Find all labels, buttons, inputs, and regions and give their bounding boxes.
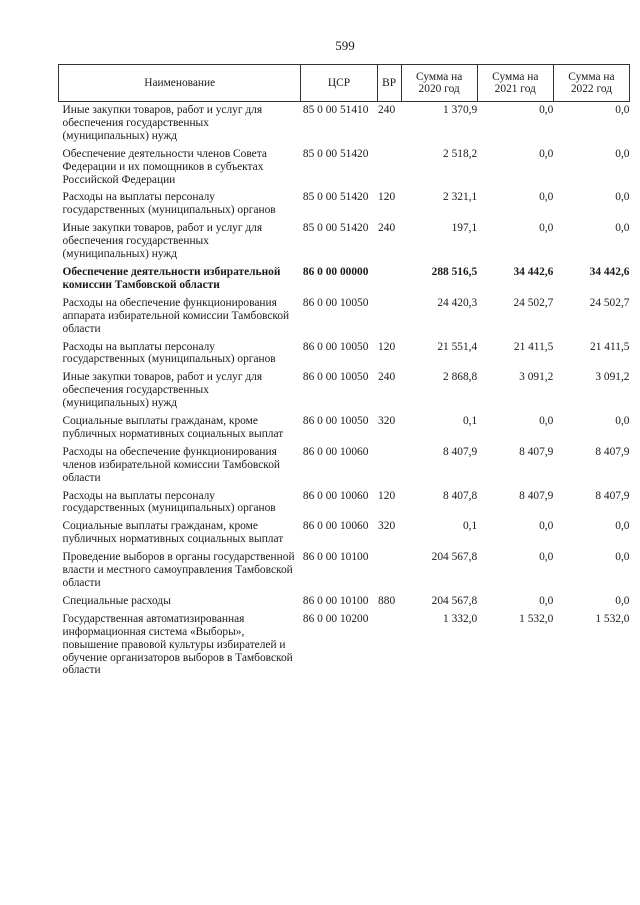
row-sum-2020-cell: 0,1 — [462, 520, 478, 533]
table-row — [59, 102, 630, 146]
row-sum-2021-cell: 0,0 — [539, 594, 554, 607]
table-body — [59, 102, 630, 681]
budget-table — [58, 64, 630, 680]
row-sum-2021-cell: 0,0 — [539, 415, 554, 428]
page-number: 599 — [335, 38, 355, 53]
row-sum-2020-cell: 2 518,2 — [443, 147, 478, 160]
row-sum-2020-cell: 8 407,9 — [443, 445, 478, 458]
table-row — [59, 369, 630, 413]
row-sum-2020-cell: 8 407,8 — [443, 489, 478, 502]
row-sum-2022-cell: 3 091,2 — [595, 371, 630, 384]
table-row — [59, 413, 630, 444]
row-sum-2020-cell: 204 567,8 — [431, 551, 478, 564]
row-sum-2021-cell: 0,0 — [539, 147, 554, 160]
row-sum-2022-cell: 0,0 — [615, 594, 630, 607]
row-sum-2022-cell: 0,0 — [615, 520, 630, 533]
row-sum-2021-cell: 3 091,2 — [519, 371, 554, 384]
row-sum-2022-cell: 0,0 — [615, 415, 630, 428]
row-vr-cell: 320 — [378, 520, 396, 533]
row-sum-2021-cell: 21 411,5 — [513, 340, 554, 353]
header-csr: ЦСР — [301, 65, 377, 102]
row-vr-cell — [377, 264, 401, 295]
row-sum-2020-cell: 24 420,3 — [437, 296, 478, 309]
table-row — [59, 339, 630, 370]
row-name-cell: Иные закупки товаров, работ и услуг для обеспечения государственных (муниципальных) нужд — [62, 371, 263, 410]
row-name-cell: Социальные выплаты гражданам, кроме публичных нормативных социальных выплат — [62, 415, 284, 440]
header-name: Наименование — [59, 65, 301, 102]
table-row — [59, 611, 630, 681]
row-name-cell: Иные закупки товаров, работ и услуг для обеспечения государственных (муниципальных) нужд — [62, 104, 263, 142]
row-sum-2020-cell: 2 868,8 — [443, 371, 478, 384]
row-csr-cell: 86 0 00 10050 — [302, 415, 369, 428]
row-name-cell: Социальные выплаты гражданам, кроме публичных нормативных социальных выплат — [62, 520, 284, 546]
table-row — [59, 444, 630, 488]
row-csr-cell: 86 0 00 10050 — [302, 340, 369, 353]
row-sum-2020-cell: 1 370,9 — [443, 104, 478, 116]
row-sum-2021-cell: 0,0 — [539, 551, 554, 564]
row-name-cell: Государственная автоматизированная информационная система «Выборы», повышение правовой культуры избирателей и обучение организаторов выборов в Тамбовской области — [62, 612, 293, 677]
row-sum-2022-cell: 0,0 — [615, 551, 630, 564]
header-sum-2020: Сумма на 2020 год — [401, 65, 477, 102]
row-csr-cell: 86 0 00 10060 — [302, 445, 369, 458]
row-sum-2022-cell: 0,0 — [615, 104, 630, 116]
row-vr-cell — [377, 444, 401, 488]
row-name-cell: Обеспечение деятельности избирательной комиссии Тамбовской области — [62, 265, 281, 291]
row-name-cell: Специальные расходы — [62, 594, 171, 607]
row-csr-cell: 86 0 00 00000 — [302, 265, 369, 278]
row-sum-2022-cell: 34 442,6 — [589, 265, 630, 278]
row-sum-2021-cell: 1 532,0 — [519, 612, 554, 625]
table-row — [59, 549, 630, 593]
header-vr: ВР — [377, 65, 401, 102]
row-vr-cell: 880 — [378, 594, 396, 607]
row-sum-2021-cell: 0,0 — [539, 191, 554, 204]
row-name-cell: Расходы на обеспечение функционирования членов избирательной комиссии Тамбовской области — [62, 445, 281, 484]
row-csr-cell: 85 0 00 51420 — [302, 147, 369, 160]
row-sum-2022-cell: 0,0 — [615, 147, 630, 160]
row-sum-2022-cell: 8 407,9 — [595, 489, 630, 502]
row-sum-2021-cell: 8 407,9 — [519, 489, 554, 502]
row-csr-cell: 85 0 00 51420 — [302, 222, 369, 235]
row-vr-cell: 120 — [378, 191, 396, 204]
row-vr-cell — [377, 295, 401, 339]
table-row — [59, 264, 630, 295]
row-sum-2020-cell: 2 321,1 — [443, 191, 478, 204]
row-vr-cell: 240 — [378, 104, 396, 116]
row-sum-2020-cell: 204 567,8 — [431, 594, 478, 607]
header-sum-2022: Сумма на 2022 год — [553, 65, 629, 102]
row-sum-2020-cell: 21 551,4 — [437, 340, 478, 353]
row-vr-cell — [377, 146, 401, 190]
row-sum-2021-cell: 0,0 — [539, 104, 554, 116]
row-csr-cell: 86 0 00 10200 — [302, 612, 369, 625]
row-sum-2021-cell: 24 502,7 — [513, 296, 554, 309]
row-sum-2020-cell: 0,1 — [462, 415, 478, 428]
row-sum-2021-cell: 8 407,9 — [519, 445, 554, 458]
row-vr-cell: 240 — [378, 222, 396, 235]
row-sum-2021-cell: 34 442,6 — [513, 265, 554, 278]
table-row — [59, 146, 630, 190]
header-sum-2021: Сумма на 2021 год — [477, 65, 553, 102]
table-header-row — [59, 65, 630, 102]
row-sum-2020-cell: 197,1 — [451, 222, 478, 235]
row-csr-cell: 86 0 00 10050 — [302, 296, 369, 309]
table-row — [59, 518, 630, 549]
table-row — [59, 488, 630, 519]
row-vr-cell — [377, 611, 401, 681]
row-vr-cell: 320 — [378, 415, 396, 428]
row-vr-cell: 240 — [378, 371, 396, 384]
row-csr-cell: 85 0 00 51420 — [302, 191, 369, 204]
row-sum-2021-cell: 0,0 — [539, 222, 554, 235]
row-sum-2022-cell: 0,0 — [615, 191, 630, 204]
row-sum-2020-cell: 288 516,5 — [431, 265, 478, 278]
row-name-cell: Расходы на обеспечение функционирования аппарата избирательной комиссии Тамбовской области — [62, 296, 290, 335]
table-row — [59, 593, 630, 611]
row-sum-2020-cell: 1 332,0 — [443, 612, 478, 625]
row-name-cell: Расходы на выплаты персоналу государственных (муниципальных) органов — [62, 489, 276, 515]
row-sum-2022-cell: 21 411,5 — [590, 340, 630, 353]
row-sum-2021-cell: 0,0 — [539, 520, 554, 533]
row-csr-cell: 86 0 00 10100 — [302, 551, 369, 564]
row-csr-cell: 86 0 00 10100 — [302, 594, 369, 607]
row-vr-cell: 120 — [378, 340, 396, 353]
row-sum-2022-cell: 24 502,7 — [589, 296, 630, 309]
row-sum-2022-cell: 1 532,0 — [595, 612, 630, 625]
row-name-cell: Иные закупки товаров, работ и услуг для обеспечения государственных (муниципальных) нужд — [62, 222, 263, 261]
row-csr-cell: 86 0 00 10060 — [302, 489, 369, 502]
table-row — [59, 220, 630, 264]
row-sum-2022-cell: 0,0 — [615, 222, 630, 235]
row-vr-cell — [377, 549, 401, 593]
table-row — [59, 295, 630, 339]
row-name-cell: Расходы на выплаты персоналу государственных (муниципальных) органов — [62, 191, 276, 217]
row-csr-cell: 85 0 00 51410 — [302, 104, 369, 116]
row-name-cell: Расходы на выплаты персоналу государственных (муниципальных) органов — [62, 340, 276, 366]
row-csr-cell: 86 0 00 10060 — [302, 520, 369, 533]
table-row — [59, 189, 630, 220]
row-name-cell: Обеспечение деятельности членов Совета Федерации и их помощников в субъектах Российской Федерации — [62, 147, 267, 186]
row-csr-cell: 86 0 00 10050 — [302, 371, 369, 384]
row-sum-2022-cell: 8 407,9 — [595, 445, 630, 458]
row-vr-cell: 120 — [378, 489, 396, 502]
row-name-cell: Проведение выборов в органы государственной власти и местного самоуправления Тамбовской области — [62, 551, 295, 589]
